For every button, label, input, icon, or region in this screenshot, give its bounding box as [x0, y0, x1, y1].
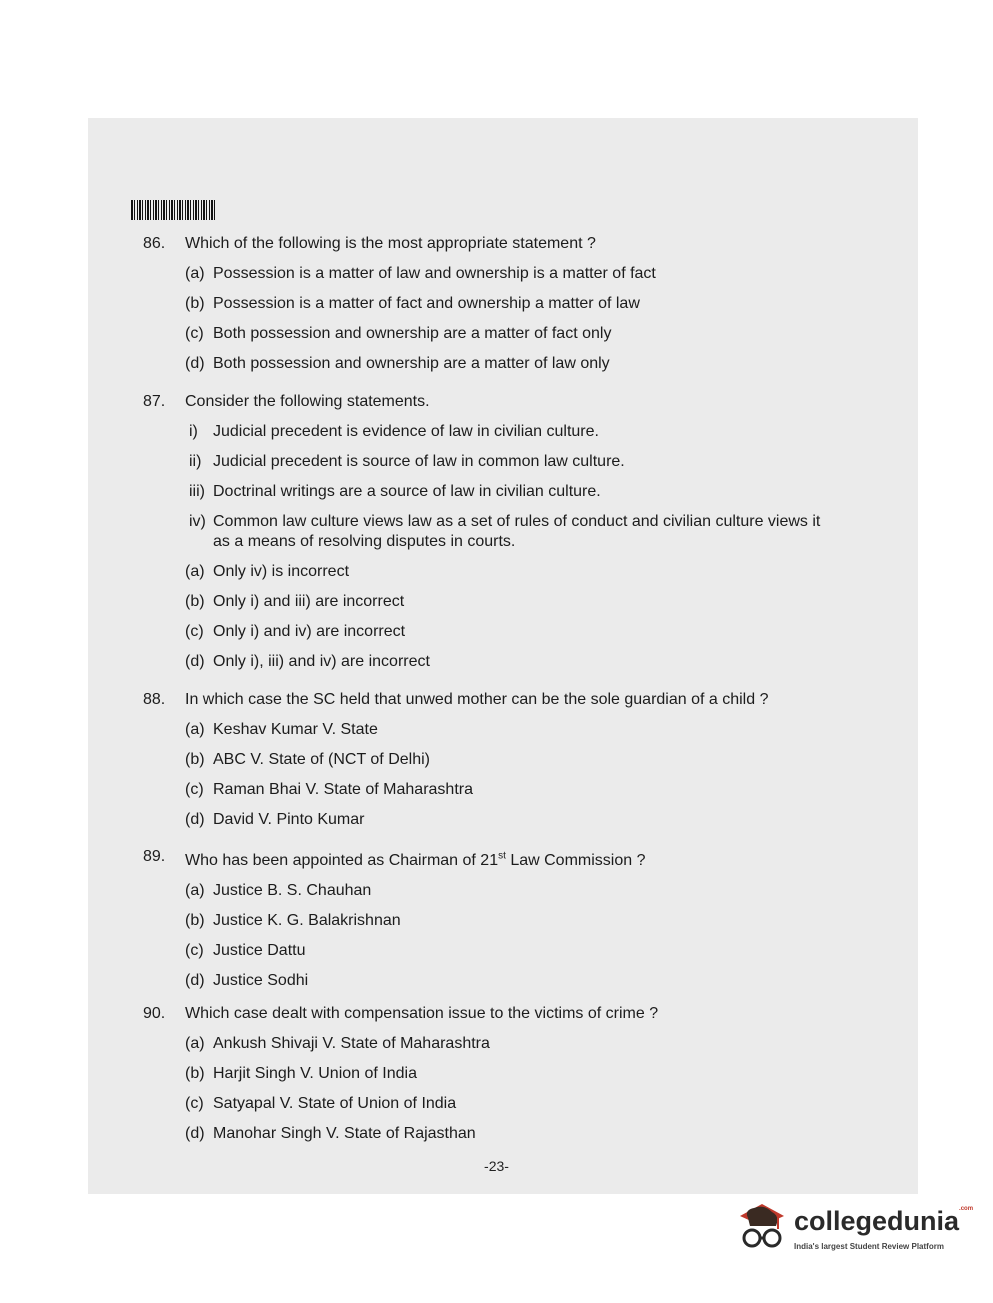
option-a: (a) Possession is a matter of law and ownership is a matter of fact	[185, 265, 656, 282]
option-d: (d) Both possession and ownership are a matter of law only	[185, 355, 610, 372]
question-number: 86.	[143, 235, 166, 252]
barcode	[131, 200, 217, 220]
option-b: (b) Possession is a matter of fact and ownership a matter of law	[185, 295, 640, 312]
statement-iii: iii) Doctrinal writings are a source of law in civilian culture.	[189, 483, 601, 500]
statement-i: i) Judicial precedent is evidence of law in civilian culture.	[189, 423, 599, 440]
option-d: (d) Manohar Singh V. State of Rajasthan	[185, 1125, 476, 1142]
brand-tagline: India's largest Student Review Platform	[794, 1242, 944, 1251]
option-c: (c) Only i) and iv) are incorrect	[185, 623, 406, 640]
option-c: (c) Raman Bhai V. State of Maharashtra	[185, 781, 473, 798]
brand-name: collegedunia	[794, 1206, 960, 1236]
option-b: (b) ABC V. State of (NCT of Delhi)	[185, 751, 430, 768]
brand-suffix: .com	[959, 1206, 974, 1212]
question-text: Consider the following statements.	[185, 393, 430, 410]
mascot-icon	[736, 1198, 792, 1260]
question-86	[143, 234, 833, 374]
option-d: (d) Only i), iii) and iv) are incorrect	[185, 653, 430, 670]
option-d: (d) David V. Pinto Kumar	[185, 811, 365, 828]
question-89	[143, 847, 833, 991]
option-c: (c) Both possession and ownership are a matter of fact only	[185, 325, 612, 342]
option-b: (b) Justice K. G. Balakrishnan	[185, 912, 401, 930]
question-text: In which case the SC held that unwed mother can be the sole guardian of a child ?	[185, 691, 769, 708]
question-90	[143, 1004, 833, 1144]
page-number: -23-	[484, 1158, 509, 1174]
option-d: (d) Justice Sodhi	[185, 972, 309, 990]
option-c: (c) Satyapal V. State of Union of India	[185, 1095, 457, 1112]
question-text: Who has been appointed as Chairman of 21st Law Commission ?	[185, 851, 646, 870]
question-text: Which case dealt with compensation issue to the victims of crime ?	[185, 1005, 659, 1022]
option-c: (c) Justice Dattu	[185, 942, 306, 960]
statement-iv: iv) Common law culture views law as a set of rules of conduct and civilian culture views it as a means of resolving disputes in courts.	[189, 513, 821, 550]
question-number: 87.	[143, 393, 166, 410]
statement-ii: ii) Judicial precedent is source of law in common law culture.	[189, 453, 625, 470]
option-b: (b) Harjit Singh V. Union of India	[185, 1065, 417, 1082]
question-number: 88.	[143, 691, 166, 708]
question-text: Which of the following is the most appropriate statement ?	[185, 235, 596, 252]
collegedunia-logo[interactable]	[736, 1198, 974, 1260]
option-b: (b) Only i) and iii) are incorrect	[185, 593, 405, 610]
option-a: (a) Ankush Shivaji V. State of Maharashtra	[185, 1035, 490, 1052]
question-88	[143, 690, 833, 830]
option-a: (a) Keshav Kumar V. State	[185, 721, 378, 738]
option-a: (a) Justice B. S. Chauhan	[185, 882, 372, 900]
question-number: 89.	[143, 848, 166, 865]
option-a: (a) Only iv) is incorrect	[185, 563, 350, 580]
question-number: 90.	[143, 1005, 166, 1022]
question-87	[143, 392, 833, 672]
